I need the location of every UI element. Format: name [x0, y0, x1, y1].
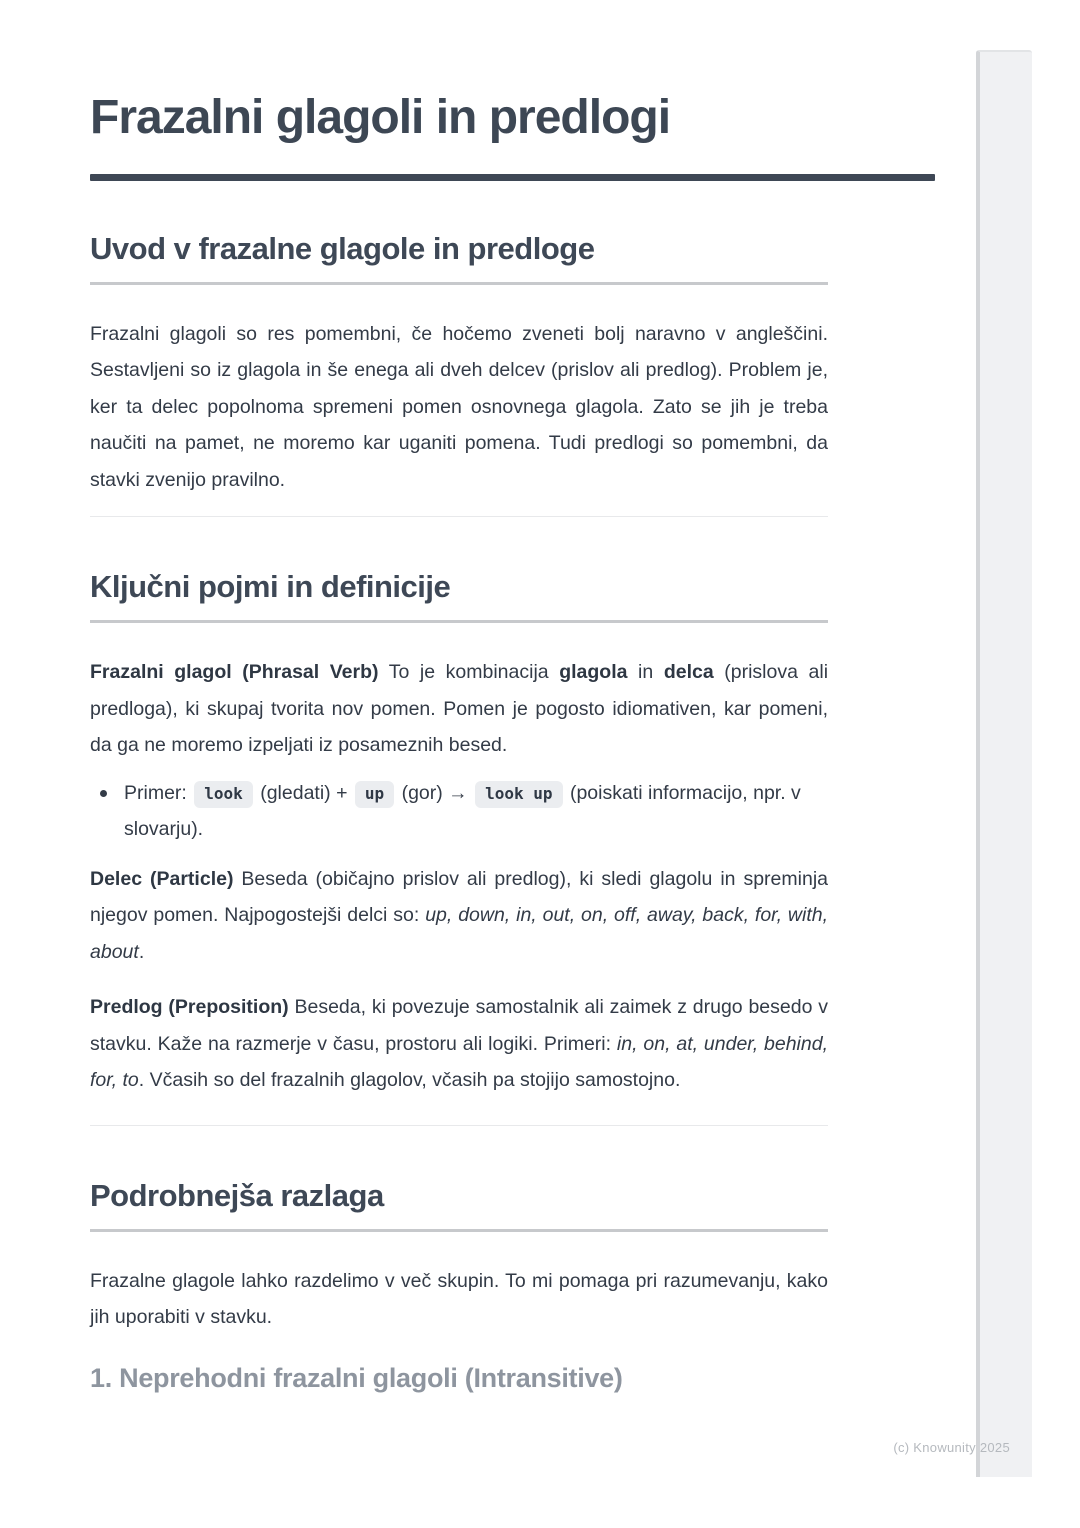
document-content: [90, 0, 828, 1394]
heading-underline-details: [90, 1229, 828, 1232]
preposition-list-italic: in, on, at, under, behind, for, to: [90, 1032, 828, 1092]
section-heading-key-terms: Ključni pojmi in definicije: [90, 569, 451, 605]
example-text-3: (poiskati informacijo, npr. v slovarju).: [124, 781, 801, 841]
preposition-text-tail: . Včasih so del frazalnih glagolov, včasih pa stojijo samostojno.: [138, 1069, 681, 1092]
example-text-1: (gledati) +: [260, 781, 348, 804]
phrasal-verb-text-tail: (prislova ali predloga), ki skupaj tvorita nov pomen. Pomen je pogosto idiomativen, kar pomeni, da ga ne moremo izpeljati iz posameznih besed.: [90, 661, 829, 757]
section-heading-intro: Uvod v frazalne glagole in predloge: [90, 230, 595, 266]
scrollbar-track[interactable]: [976, 50, 1032, 1477]
bold-glagola: glagola: [559, 661, 628, 684]
code-chip-up: up: [355, 781, 394, 809]
code-chip-look-up: look up: [475, 781, 562, 809]
term-particle: Delec (Particle): [90, 867, 234, 890]
example-label: Primer:: [124, 781, 187, 804]
subsection-heading-intransitive: 1. Neprehodni frazalni glagoli (Intransitive): [90, 1362, 623, 1393]
preposition-definition: [90, 989, 828, 1099]
phrasal-verb-definition: [90, 654, 828, 764]
title-rule: [90, 174, 935, 181]
section-divider: [90, 1125, 828, 1126]
bold-delca: delca: [663, 661, 714, 684]
section-divider: [90, 516, 828, 517]
particle-definition: [90, 861, 828, 971]
intro-paragraph: Frazalni glagoli so res pomembni, če hočemo zveneti bolj naravno v angleščini. Sestavljeni so iz glagola in še enega ali dveh delcev (prislov ali predlog). Problem je, ker ta delec popolnoma spremeni pomen osnovnega glagola. Zato se jih je treba naučiti na pamet, ne moremo kar uganiti pomena. Tudi predlogi so pomembni, da stavki zvenijo pravilno.: [90, 322, 828, 491]
example-bullet-item: [90, 775, 828, 848]
phrasal-verb-text-mid: in: [638, 661, 654, 684]
heading-underline-key-terms: [90, 620, 828, 623]
heading-underline-intro: [90, 282, 828, 285]
details-paragraph: Frazalne glagole lahko razdelimo v več skupin. To mi pomaga pri razumevanju, kako jih uporabiti v stavku.: [90, 1269, 828, 1329]
particle-text: Beseda (običajno prislov ali predlog), ki sledi glagolu in spreminja njegov pomen. Najpogostejši delci so:: [90, 867, 828, 927]
bullet-icon: [100, 790, 107, 797]
code-chip-look: look: [194, 781, 253, 809]
example-text-2: (gor) →: [401, 781, 468, 804]
particle-list-italic: up, down, in, out, on, off, away, back, for, with, about: [90, 904, 829, 963]
copyright-text: (c) Knowunity 2025: [893, 1440, 1010, 1455]
preposition-text: Beseda, ki povezuje samostalnik ali zaimek z drugo besedo v stavku. Kaže na razmerje v času, prostoru ali logiki. Primeri:: [90, 996, 828, 1055]
phrasal-verb-text: To je kombinacija: [388, 661, 549, 684]
particle-text-tail: .: [138, 940, 145, 963]
section-heading-details: Podrobnejša razlaga: [90, 1177, 384, 1213]
term-phrasal-verb: Frazalni glagol (Phrasal Verb): [90, 661, 379, 684]
page-title: Frazalni glagoli in predlogi: [90, 91, 671, 144]
term-preposition: Predlog (Preposition): [90, 996, 289, 1019]
